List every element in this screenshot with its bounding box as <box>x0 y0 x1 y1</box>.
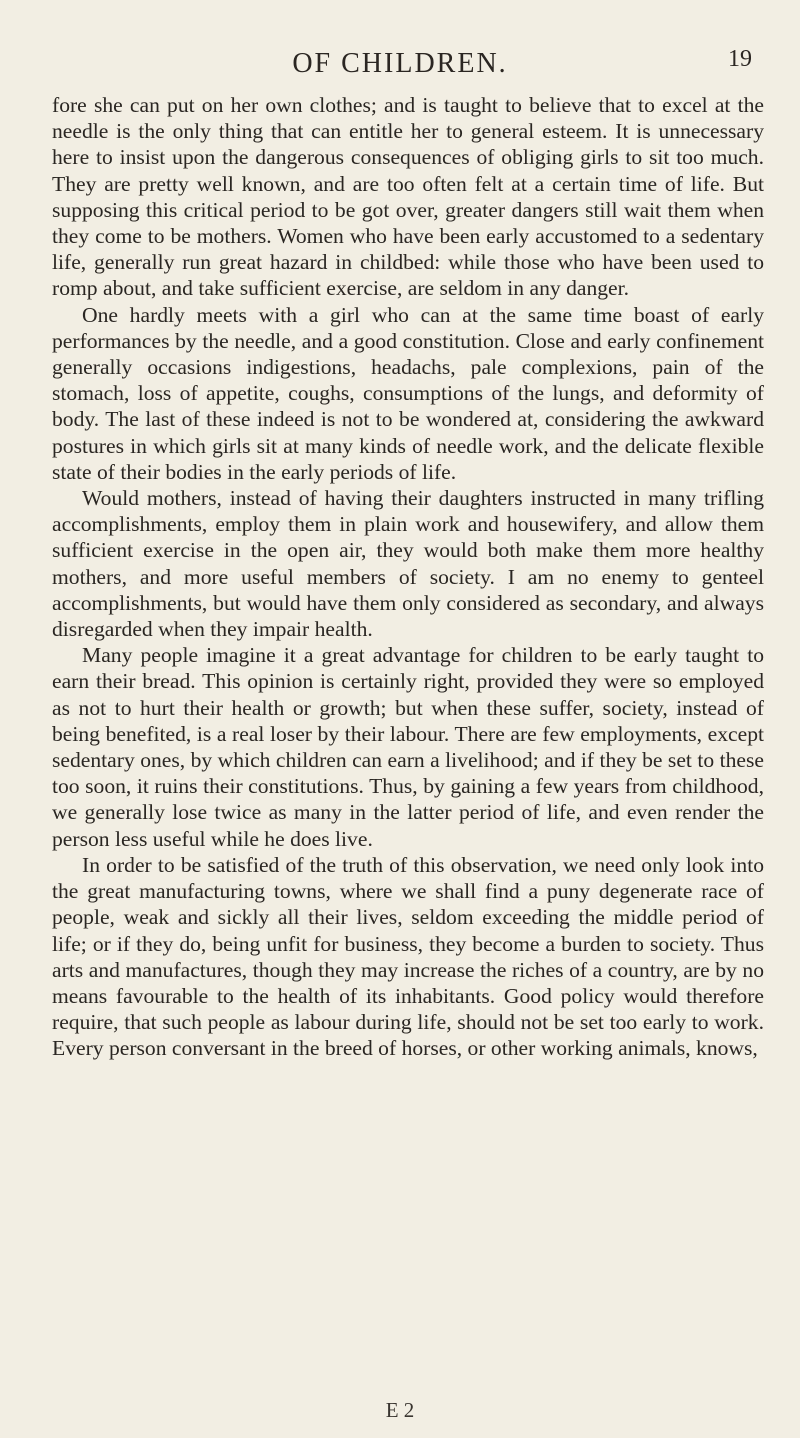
page-number: 19 <box>728 46 752 72</box>
paragraph: One hardly meets with a girl who can at the same time boast of early performances by the needle, and a good constitution. Close and early confinement generally occasions indigestions, headachs, pale complexions, pain of the stomach, loss of appetite, coughs, consumptions of the lungs, and deformity of body. The last of these indeed is not to be wondered at, considering the awkward postures in which girls sit at many kinds of needle work, and the delicate flexible state of their bodies in the early periods of life. <box>52 302 764 484</box>
paragraph: Many people imagine it a great advantage for children to be early taught to earn their bread. This opinion is certainly right, provided they were so employed as not to hurt their health or growth; but when these suffer, society, instead of being benefited, is a real loser by their labour. There are few employments, except sedentary ones, by which children can earn a livelihood; and if they be set to these too soon, it ruins their constitutions. Thus, by gaining a few years from childhood, we generally lose twice as many in the latter period of life, and even render the person less useful while he does live. <box>52 643 764 851</box>
running-head: OF CHILDREN. <box>292 48 508 79</box>
page-header <box>0 42 800 82</box>
paragraph: In order to be satisfied of the truth of this observation, we need only look into the great manufacturing towns, where we shall find a puny degenerate race of people, weak and sickly all their lives, seldom exceeding the middle period of life; or if they do, being unfit for business, they become a burden to society. Thus arts and manufactures, though they may increase the riches of a country, are by no means favourable to the health of its inhabitants. Good policy would therefore require, that such people as labour during life, should not be set too early to work. Every person conversant in the breed of horses, or other working animals, knows, <box>52 852 764 1061</box>
paragraph: fore she can put on her own clothes; and is taught to believe that to excel at the needle is the only thing that can entitle her to general esteem. It is unnecessary here to insist upon the dangerous consequences of obliging girls to sit too much. They are pretty well known, and are too often felt at a certain time of life. But supposing this critical period to be got over, greater dangers still wait them when they come to be mothers. Women who have been early accustomed to a sedentary life, generally run great hazard in childbed: while those who have been used to romp about, and take sufficient exercise, are seldom in any danger. <box>52 93 764 301</box>
body-text <box>52 92 764 1062</box>
paragraph: Would mothers, instead of having their daughters instructed in many trifling accomplishments, employ them in plain work and housewifery, and allow them sufficient exercise in the open air, they would both make them more healthy mothers, and more useful members of society. I am no enemy to genteel accomplishments, but would have them only considered as secondary, and always disregarded when they impair health. <box>52 486 764 642</box>
signature-mark: E 2 <box>385 1398 415 1422</box>
